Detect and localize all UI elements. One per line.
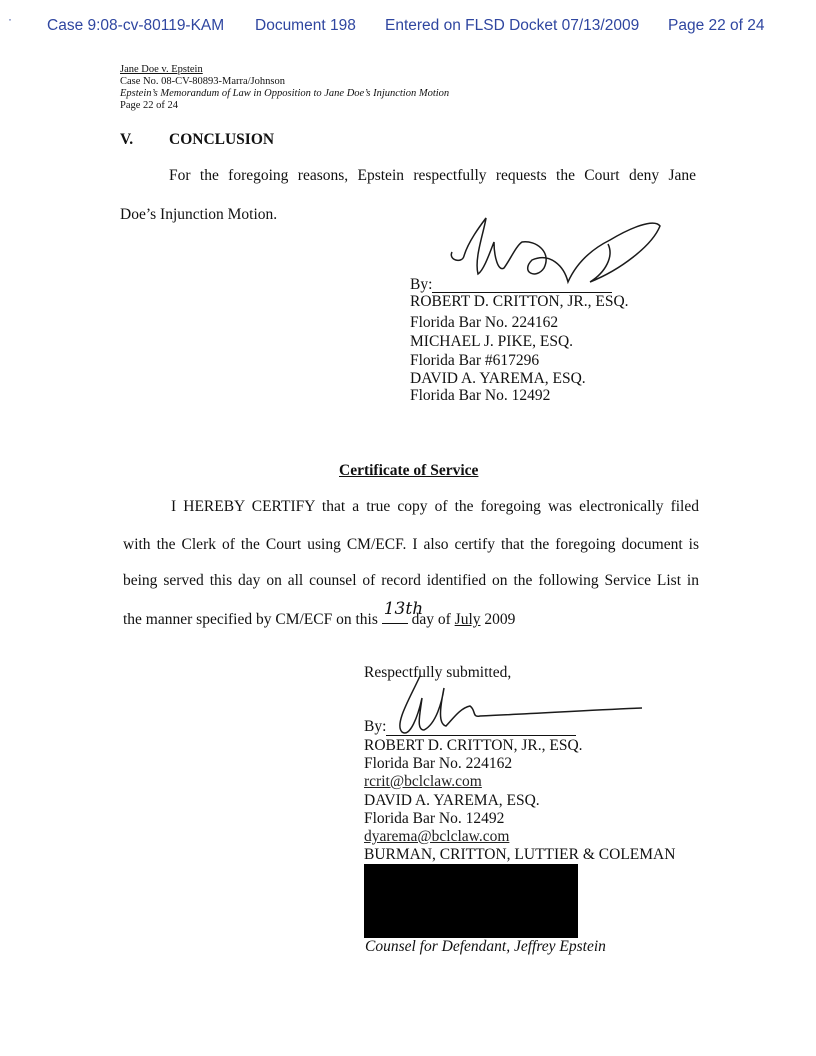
sig1-line-6: Florida Bar No. 12492	[410, 387, 551, 404]
certificate-line-4	[123, 599, 516, 629]
conclusion-line-2: Doe’s Injunction Motion.	[120, 206, 278, 223]
sig2-bar-1: Florida Bar No. 224162	[364, 755, 513, 772]
sig2-email-1[interactable]: rcrit@bclclaw.com	[364, 773, 482, 790]
sig2-bar-2: Florida Bar No. 12492	[364, 810, 505, 827]
header-docket-entry: Entered on FLSD Docket 07/13/2009	[385, 17, 640, 34]
sig2-by-label: By:	[364, 718, 387, 735]
sig1-line-3: MICHAEL J. PIKE, ESQ.	[410, 333, 574, 350]
header-case-number: Case 9:08-cv-80119-KAM	[47, 17, 225, 34]
sig2-signature-line	[386, 735, 576, 736]
certificate-line-4-prefix: the manner specified by CM/ECF on this	[123, 611, 378, 628]
sig1-by-label: By:	[410, 276, 433, 293]
certificate-line-2: with the Clerk of the Court using CM/ECF. I also certify that the foregoing document is	[123, 536, 699, 553]
handwritten-day-field	[382, 599, 424, 624]
sig2-name-1: ROBERT D. CRITTON, JR., ESQ.	[364, 737, 583, 754]
certificate-heading: Certificate of Service	[339, 462, 479, 479]
header-page-number: Page 22 of 24	[668, 17, 765, 34]
sig1-line-5: DAVID A. YAREMA, ESQ.	[410, 370, 586, 387]
handwritten-signature-2	[380, 668, 645, 748]
sig2-name-2: DAVID A. YAREMA, ESQ.	[364, 792, 540, 809]
margin-tick: ·	[8, 12, 12, 26]
redaction-box	[364, 864, 578, 938]
handwritten-day: 13th	[383, 599, 424, 619]
header-document-number: Document 198	[255, 17, 356, 34]
certificate-line-3: being served this day on all counsel of record identified on the following Service List in	[123, 572, 699, 589]
counsel-for-line: Counsel for Defendant, Jeffrey Epstein	[365, 938, 606, 955]
section-heading: CONCLUSION	[169, 131, 275, 148]
caption-case-no: Case No. 08-CV-80893-Marra/Johnson	[120, 76, 285, 87]
sig1-line-2: Florida Bar No. 224162	[410, 314, 559, 331]
certificate-year: 2009	[484, 611, 516, 628]
caption-memo-title: Epstein’s Memorandum of Law in Opposition to Jane Doe’s Injunction Motion	[120, 88, 450, 99]
sig1-line-1: ROBERT D. CRITTON, JR., ESQ.	[410, 293, 629, 310]
certificate-month: July	[454, 611, 481, 628]
certificate-line-1: I HEREBY CERTIFY that a true copy of the foregoing was electronically filed	[171, 498, 699, 515]
sig1-line-4: Florida Bar #617296	[410, 352, 540, 369]
caption-style: Jane Doe v. Epstein	[120, 64, 203, 75]
handwritten-signature-1	[440, 212, 665, 294]
section-number: V.	[120, 131, 134, 148]
certificate-day-of: day of	[411, 611, 451, 628]
conclusion-line-1: For the foregoing reasons, Epstein respectfully requests the Court deny Jane	[169, 167, 696, 184]
sig2-email-2[interactable]: dyarema@bclclaw.com	[364, 828, 510, 845]
sig2-firm-name: BURMAN, CRITTON, LUTTIER & COLEMAN	[364, 846, 676, 863]
respectfully-submitted: Respectfully submitted,	[364, 664, 512, 681]
caption-page: Page 22 of 24	[120, 100, 179, 111]
